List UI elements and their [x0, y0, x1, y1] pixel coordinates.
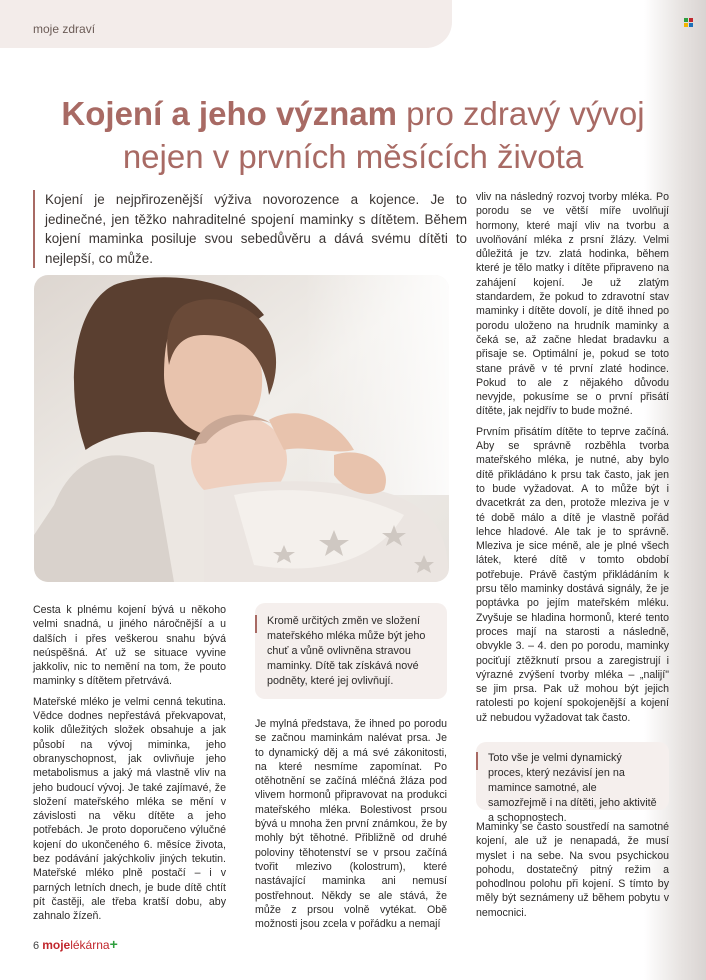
pull-quote-2-text: Toto vše je velmi dynamický proces, který nezávisí jen na mamince samotné, ale samozřejmě i na dítěti, jeho aktivitě a schopnostech. — [488, 752, 657, 824]
lead-paragraph: Kojení je nejpřirozenější výživa novorozence a kojence. Je to jedinečné, jen těžko nahraditelné spojení maminky s dítětem. Během kojení maminka posiluje svou sebedůvěru a dává svému dítěti to nejlepší, co může. — [33, 190, 467, 268]
section-label: moje zdraví — [33, 22, 96, 36]
brand-name-bold: moje — [42, 938, 71, 952]
column-1-paragraph-2: Mateřské mléko je velmi cenná tekutina. Vědce dodnes nepřestává překvapovat, kolik důležitých složek obsahuje a jak působí na vývoj miminka, jeho obranyschopnost, jak ovlivňuje jeho metabolismus a jaký má vlastně vliv na jeho budoucí vývoj. Je také zajímavé, že složení mateřského mléka se mění v závislosti na věku dítěte a jeho potřebách. Je proto doporučeno výlučné kojení do ukončeného 6. měsíce života, bez podávání jakýchkoliv jiných tekutin. Mateřské mléko plně postačí – i v parných letních dnech, je bude dítě chtít pít častěji, ale třeba kratší dobu, aby zahnalo žízeň. — [33, 695, 226, 923]
column-3-paragraph-2: Prvním přisátím dítěte to teprve začíná. Aby se správně rozběhla tvorba mateřského mléka, je nutné, aby bylo dítě přikládáno k prsu tak často, jak jen to bude vyžadovat. A to může být i dvacetkrát za den, protože mlezivа je v té době málo a dítě je vlastně pořád lehce hladové. Ale tak je to správně. Mleziva je sice méně, ale je plné všech látek, které dítě v tomto období potřebuje. Právě častým přikládáním k prsu tělo maminky dostává signály, že je poptávka po jejím mateřském mléku. Zvyšuje se hladina hormonů, které tento proces mají na starosti a následně, obvykle 3. – 4. den po porodu, maminky pociťují ztěžknutí prsou a zaregistrují i výrazné zvýšení tvorby mléka – „nalijí" se jim prsa. Pak už mohou být jejich ratolesti po kojení spokojenější a kojení už nebudou vyžadovat tak často. — [476, 425, 669, 724]
pull-quote-2 — [476, 742, 669, 824]
brand-name-rest: lékárna — [70, 938, 110, 952]
article-title — [20, 92, 686, 178]
column-3-paragraph-3: Maminky se často soustředí na samotné kojení, ale už je nenapadá, že musí myslet i na sebe. Na svou psychickou pohodu, dostatečný pitný režim a pohodlnou polohu při kojení. S tímto by měly být seznámeny už během pobytu v nemocnici. — [476, 821, 669, 919]
mother-baby-photo — [34, 275, 449, 582]
column-3-paragraph-1: vliv na následný rozvoj tvorby mléka. Po porodu se ve větší míře uvolňují hormony, které mají vliv na tvorbu a uvolňování mléka z prsní žlázy. Velmi důležitá je tzv. zlatá hodinka, během které je tělo matky i dítěte připraveno na zahájení kojení. Je už zlatým standardem, že pokud to zdravotní stav maminky i dítěte dovolí, je dítě ihned po porodu uloženo na hrudník maminky a čeká se, až začne hledat bradavku a přisaje se. Optimální je, pokud se toto stane právě v té první zlaté hodince. Pokud to ale z nějakého důvodu nevyjde, pokusíme se o první přisátí dítěte, jak nejdřív to bude možné. — [476, 191, 669, 418]
brand-plus-icon: + — [109, 936, 118, 952]
column-2-paragraph-1: Je mylná představa, že ihned po porodu se začnou maminkám nalévat prsa. Je to dynamický děj a má své zákonitosti, na které nesmíme zapomínat. Po otěhotnění se začíná mléčná žláza pod vlivem hormonů připravovat na produkci mateřského mléka. Bolestivost prsou bývá u mnoha žen první známkou, že by mohly být těhotné. Přibližně od druhé poloviny těhotenství se v prsou začíná tvořit mlezivo (kolostrum), které nastávající maminka ani nemusí postřehnout. Někdy se ale stává, že může z prsou volně vytékat. Obě možnosti jsou zcela v pořádku a nemají — [255, 718, 447, 931]
column-1 — [33, 603, 226, 930]
quote-accent-bar — [476, 752, 478, 770]
quote-accent-bar — [255, 615, 257, 633]
title-bold: Kojení a jeho význam — [61, 95, 397, 132]
column-1-paragraph-1: Cesta k plnému kojení bývá u někoho velmi snadná, u jiného náročnější a u dalších i přes veškerou snahu bývá neúspěšná. Ať už se situace vyvine jakkoliv, nic to nemění na tom, že pouto maminky s dítětem přetrvává. — [33, 604, 226, 688]
column-3-continued — [476, 820, 669, 926]
pull-quote-1 — [255, 603, 447, 699]
column-2 — [255, 717, 447, 937]
page-footer — [33, 936, 118, 952]
pull-quote-1-text: Kromě určitých změn ve složení mateřského mléka může být jeho chuť a vůně ovlivněna stravou maminky. Dítě tak získává nové podněty, které jej ovlivňují. — [267, 615, 426, 687]
corner-logo-icon — [684, 18, 693, 27]
title-line2: nejen v prvních měsících života — [122, 138, 584, 175]
title-line1-rest: pro zdravý vývoj — [397, 95, 645, 132]
column-3 — [476, 190, 669, 731]
page-number: 6 — [33, 940, 40, 952]
section-header — [0, 0, 452, 48]
